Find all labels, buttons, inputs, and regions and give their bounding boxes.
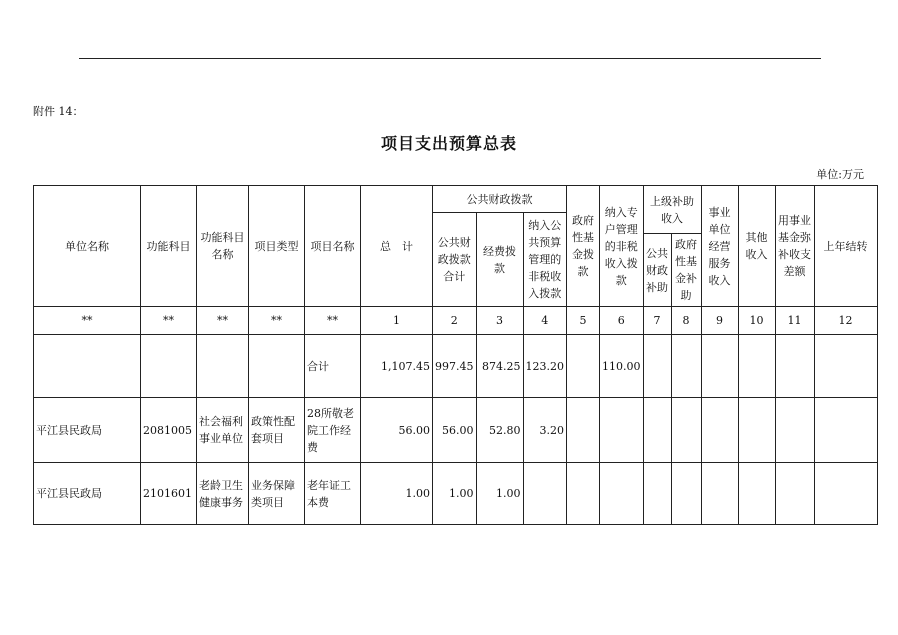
cell-func-name: 社会福利事业单位 xyxy=(197,398,249,463)
cell-c9 xyxy=(701,335,738,398)
index-row xyxy=(34,307,878,335)
cell-type xyxy=(249,335,305,398)
cell-c7 xyxy=(643,463,671,525)
cell-name: 合计 xyxy=(305,335,361,398)
col-nontax-managed: 纳入公共预算管理的非税收入拨款 xyxy=(523,213,567,307)
budget-table xyxy=(33,185,878,525)
cell-name: 老年证工本费 xyxy=(305,463,361,525)
col-public-fiscal-subsidy: 公共财政补助 xyxy=(643,234,671,307)
cell-func-code xyxy=(141,335,197,398)
cell-c7 xyxy=(643,398,671,463)
col-project-name: 项目名称 xyxy=(305,186,361,307)
cell-unit: 平江县民政局 xyxy=(34,463,141,525)
index-cell: ** xyxy=(305,307,361,335)
cell-gov-fund xyxy=(567,398,600,463)
cell-c7 xyxy=(643,335,671,398)
cell-total: 1,107.45 xyxy=(361,335,433,398)
col-total: 总 计 xyxy=(361,186,433,307)
table-row-total xyxy=(34,335,878,398)
cell-special xyxy=(600,398,644,463)
cell-c10 xyxy=(738,335,775,398)
index-cell: 1 xyxy=(361,307,433,335)
cell-c10 xyxy=(738,463,775,525)
col-func-subject-name: 功能科目名称 xyxy=(197,186,249,307)
col-special-nontax: 纳入专户管理的非税收入拨款 xyxy=(600,186,644,307)
index-cell: 2 xyxy=(433,307,477,335)
col-other-income: 其他收入 xyxy=(738,186,775,307)
index-cell: ** xyxy=(141,307,197,335)
col-unit-name: 单位名称 xyxy=(34,186,141,307)
index-cell: ** xyxy=(197,307,249,335)
cell-operating: 52.80 xyxy=(476,398,523,463)
cell-c9 xyxy=(701,398,738,463)
top-rule xyxy=(79,58,821,59)
col-last-year-carryover: 上年结转 xyxy=(814,186,877,307)
attachment-label: 附件 14： xyxy=(33,105,84,118)
cell-name: 28所敬老院工作经费 xyxy=(305,398,361,463)
index-cell: ** xyxy=(249,307,305,335)
cell-c11 xyxy=(775,335,814,398)
cell-total: 1.00 xyxy=(361,463,433,525)
col-func-subject: 功能科目 xyxy=(141,186,197,307)
index-cell: 5 xyxy=(567,307,600,335)
cell-pf-total: 56.00 xyxy=(433,398,477,463)
cell-nontax xyxy=(523,463,567,525)
col-gov-fund-subsidy: 政府性基金补助 xyxy=(671,234,701,307)
cell-nontax: 123.20 xyxy=(523,335,567,398)
col-fund-balance: 用事业基金弥补收支差额 xyxy=(775,186,814,307)
cell-type: 业务保障类项目 xyxy=(249,463,305,525)
cell-unit xyxy=(34,335,141,398)
index-cell: 9 xyxy=(701,307,738,335)
cell-operating: 1.00 xyxy=(476,463,523,525)
cell-func-name: 老龄卫生健康事务 xyxy=(197,463,249,525)
cell-c12 xyxy=(814,335,877,398)
col-operating-funds: 经费拨款 xyxy=(476,213,523,307)
cell-c8 xyxy=(671,398,701,463)
index-cell: 11 xyxy=(775,307,814,335)
cell-gov-fund xyxy=(567,335,600,398)
col-public-finance-total: 公共财政拨款合计 xyxy=(433,213,477,307)
unit-label: 单位:万元 xyxy=(816,168,864,181)
cell-pf-total: 997.45 xyxy=(433,335,477,398)
index-cell: 3 xyxy=(476,307,523,335)
cell-c12 xyxy=(814,463,877,525)
index-cell: 6 xyxy=(600,307,644,335)
cell-special xyxy=(600,463,644,525)
cell-operating: 874.25 xyxy=(476,335,523,398)
index-cell: ** xyxy=(34,307,141,335)
header-row-1 xyxy=(34,186,878,213)
index-cell: 12 xyxy=(814,307,877,335)
col-project-type: 项目类型 xyxy=(249,186,305,307)
index-cell: 4 xyxy=(523,307,567,335)
page-title: 项目支出预算总表 xyxy=(380,134,517,153)
index-cell: 10 xyxy=(738,307,775,335)
cell-c11 xyxy=(775,398,814,463)
cell-c11 xyxy=(775,463,814,525)
cell-type: 政策性配套项目 xyxy=(249,398,305,463)
cell-nontax: 3.20 xyxy=(523,398,567,463)
cell-c9 xyxy=(701,463,738,525)
cell-total: 56.00 xyxy=(361,398,433,463)
cell-unit: 平江县民政局 xyxy=(34,398,141,463)
cell-special: 110.00 xyxy=(600,335,644,398)
group-public-finance: 公共财政拨款 xyxy=(433,186,567,213)
cell-c10 xyxy=(738,398,775,463)
table-row xyxy=(34,463,878,525)
cell-gov-fund xyxy=(567,463,600,525)
cell-func-name xyxy=(197,335,249,398)
cell-func-code: 2081005 xyxy=(141,398,197,463)
table-row xyxy=(34,398,878,463)
cell-func-code: 2101601 xyxy=(141,463,197,525)
col-institution-service: 事业单位经营服务收入 xyxy=(701,186,738,307)
cell-pf-total: 1.00 xyxy=(433,463,477,525)
index-cell: 7 xyxy=(643,307,671,335)
group-superior-subsidy: 上级补助收入 xyxy=(643,186,701,234)
cell-c12 xyxy=(814,398,877,463)
index-cell: 8 xyxy=(671,307,701,335)
col-gov-fund: 政府性基金拨款 xyxy=(567,186,600,307)
cell-c8 xyxy=(671,463,701,525)
cell-c8 xyxy=(671,335,701,398)
